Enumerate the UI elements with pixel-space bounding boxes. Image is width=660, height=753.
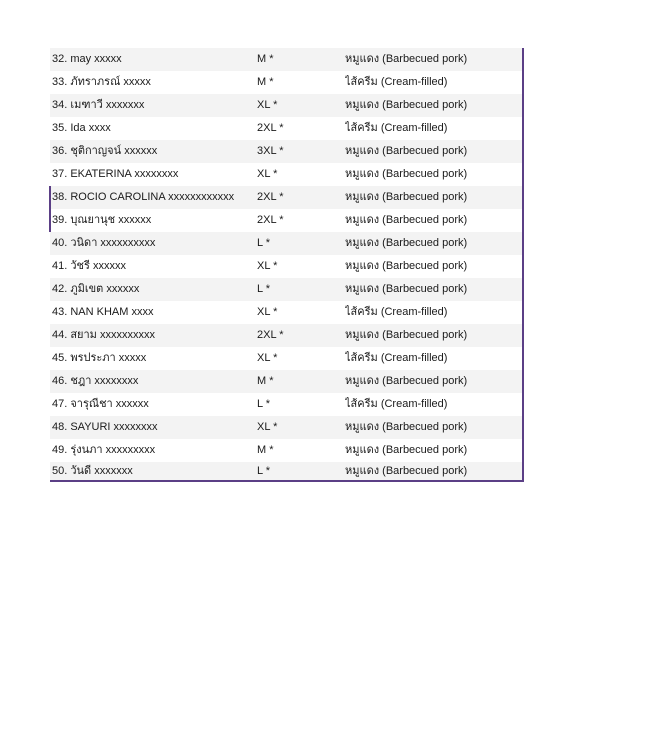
size-cell: 2XL * <box>257 329 284 341</box>
table-row[interactable] <box>50 94 522 117</box>
size-cell: XL * <box>257 99 278 111</box>
filling-cell: ไส้ครีม (Cream-filled) <box>345 122 448 134</box>
size-cell: M * <box>257 375 274 387</box>
filling-cell: หมูแดง (Barbecued pork) <box>345 444 468 456</box>
filling-cell: ไส้ครีม (Cream-filled) <box>345 306 448 318</box>
filling-cell: หมูแดง (Barbecued pork) <box>345 168 468 180</box>
name-cell: 39. บุณยานุช xxxxxx <box>52 214 152 226</box>
filling-cell: ไส้ครีม (Cream-filled) <box>345 76 448 88</box>
filling-cell: หมูแดง (Barbecued pork) <box>345 237 468 249</box>
table-row[interactable] <box>50 255 522 278</box>
name-cell: 36. ชุติกาญจน์ xxxxxx <box>52 145 158 157</box>
filling-cell: หมูแดง (Barbecued pork) <box>345 375 468 387</box>
name-cell: 42. ภูมิเขต xxxxxx <box>52 283 140 295</box>
size-cell: 2XL * <box>257 191 284 203</box>
table-row[interactable] <box>50 117 522 140</box>
table-row[interactable] <box>50 278 522 301</box>
table-row[interactable] <box>50 48 522 71</box>
name-cell: 49. รุ่งนภา xxxxxxxxx <box>52 444 156 456</box>
size-cell: M * <box>257 53 274 65</box>
size-cell: M * <box>257 444 274 456</box>
filling-cell: หมูแดง (Barbecued pork) <box>345 99 468 111</box>
table-row[interactable] <box>50 439 522 462</box>
table-row[interactable] <box>50 209 522 232</box>
size-cell: XL * <box>257 168 278 180</box>
filling-cell: ไส้ครีม (Cream-filled) <box>345 352 448 364</box>
filling-cell: หมูแดง (Barbecued pork) <box>345 214 468 226</box>
size-cell: XL * <box>257 352 278 364</box>
table-row[interactable] <box>50 324 522 347</box>
size-cell: XL * <box>257 421 278 433</box>
name-cell: 48. SAYURI xxxxxxxx <box>52 421 158 433</box>
size-cell: L * <box>257 398 271 410</box>
table-row[interactable] <box>50 462 522 480</box>
filling-cell: หมูแดง (Barbecued pork) <box>345 465 468 477</box>
table-row[interactable] <box>50 416 522 439</box>
size-cell: 3XL * <box>257 145 284 157</box>
name-cell: 38. ROCIO CAROLINA xxxxxxxxxxxx <box>52 191 235 203</box>
table-row[interactable] <box>50 370 522 393</box>
filling-cell: หมูแดง (Barbecued pork) <box>345 421 468 433</box>
name-cell: 41. วัชรี xxxxxx <box>52 260 126 272</box>
size-cell: L * <box>257 283 271 295</box>
filling-cell: หมูแดง (Barbecued pork) <box>345 260 468 272</box>
name-cell: 35. Ida xxxx <box>52 122 111 134</box>
table-row[interactable] <box>50 140 522 163</box>
filling-cell: หมูแดง (Barbecued pork) <box>345 329 468 341</box>
filling-cell: หมูแดง (Barbecued pork) <box>345 145 468 157</box>
size-cell: M * <box>257 76 274 88</box>
table-row[interactable] <box>50 232 522 255</box>
size-cell: L * <box>257 237 271 249</box>
table-row[interactable] <box>50 71 522 94</box>
name-cell: 32. may xxxxx <box>52 53 122 65</box>
table-row[interactable] <box>50 393 522 416</box>
name-cell: 47. จารุณีชา xxxxxx <box>52 398 149 410</box>
name-cell: 44. สยาม xxxxxxxxxx <box>52 329 155 341</box>
table-row[interactable] <box>50 186 522 209</box>
name-cell: 33. ภัทราภรณ์ xxxxx <box>52 76 151 88</box>
name-cell: 46. ชฎา xxxxxxxx <box>52 375 139 387</box>
filling-cell: หมูแดง (Barbecued pork) <box>345 53 468 65</box>
table-row[interactable] <box>50 301 522 324</box>
name-cell: 50. วันดี xxxxxxx <box>52 465 133 477</box>
size-cell: L * <box>257 465 271 477</box>
name-cell: 40. วนิดา xxxxxxxxxx <box>52 237 156 249</box>
name-cell: 45. พรประภา xxxxx <box>52 352 147 364</box>
name-cell: 43. NAN KHAM xxxx <box>52 306 154 318</box>
size-cell: XL * <box>257 306 278 318</box>
size-cell: 2XL * <box>257 122 284 134</box>
name-cell: 37. EKATERINA xxxxxxxx <box>52 168 179 180</box>
table-row[interactable] <box>50 347 522 370</box>
size-cell: XL * <box>257 260 278 272</box>
filling-cell: ไส้ครีม (Cream-filled) <box>345 398 448 410</box>
name-cell: 34. เมฑาวี xxxxxxx <box>52 99 145 111</box>
table-row[interactable] <box>50 163 522 186</box>
filling-cell: หมูแดง (Barbecued pork) <box>345 191 468 203</box>
filling-cell: หมูแดง (Barbecued pork) <box>345 283 468 295</box>
size-cell: 2XL * <box>257 214 284 226</box>
spreadsheet-table <box>50 48 524 482</box>
